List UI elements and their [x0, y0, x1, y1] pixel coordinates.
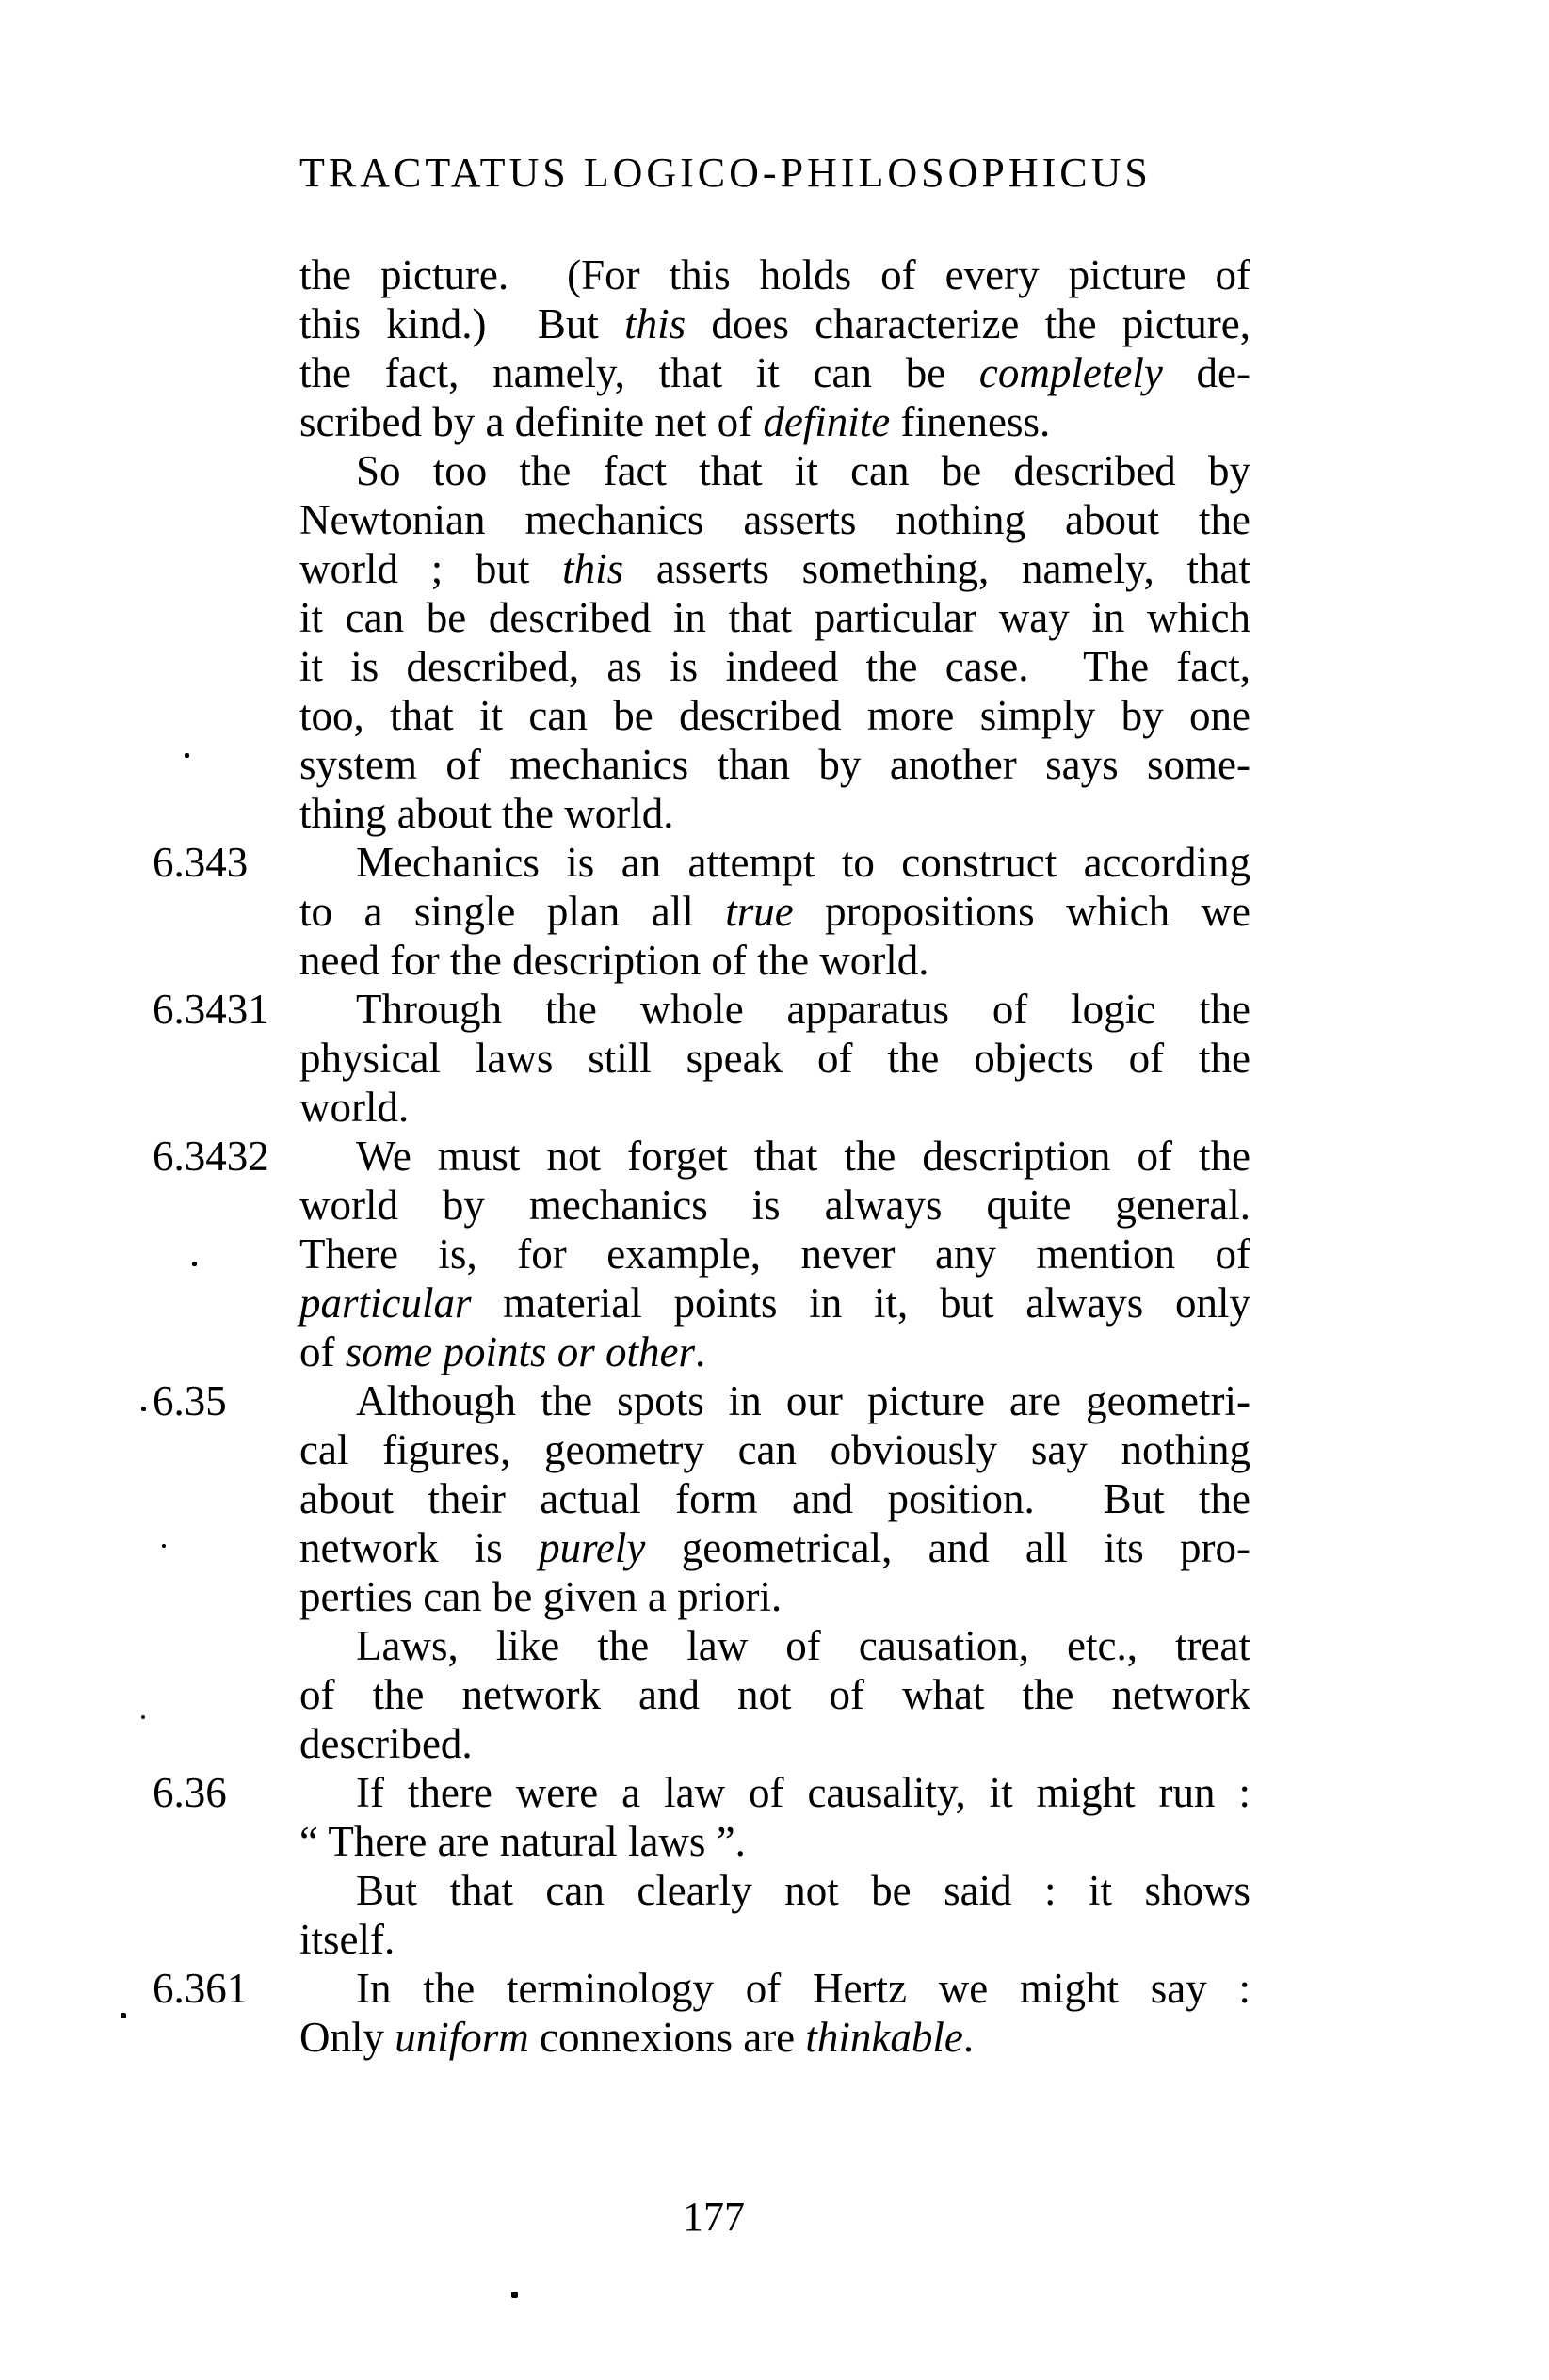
scan-speck [141, 1715, 145, 1719]
text-line: Although the spots in our picture are geometri- [356, 1377, 1250, 1424]
text-line: “ There are natural laws ”. [299, 1818, 746, 1865]
text-line: too, that it can be described more simply by one [299, 692, 1250, 739]
text-line: about their actual form and position. But the [299, 1475, 1250, 1522]
text-line: of the network and not of what the network [299, 1671, 1250, 1718]
running-head: TRACTATUS LOGICO-PHILOSOPHICUS [299, 150, 1152, 196]
section [153, 985, 1250, 1132]
scan-speck [192, 1262, 197, 1266]
scan-speck [162, 1544, 166, 1548]
text-line: So too the fact that it can be described by [356, 447, 1250, 494]
text-line: the picture. (For this holds of every picture of [299, 251, 1250, 298]
text-line: need for the description of the world. [299, 937, 929, 984]
scan-speck [511, 2292, 518, 2298]
text-line: of some points or other. [299, 1328, 706, 1375]
page-number: 177 [683, 2194, 745, 2240]
section-number: 6.343 [153, 839, 249, 886]
text-line: world. [299, 1084, 410, 1131]
text-line: In the terminology of Hertz we might say : [356, 1965, 1250, 2012]
text-line: to a single plan all true propositions which we [299, 888, 1251, 935]
text-line: particular material points in it, but always only [299, 1279, 1250, 1327]
text-line: Laws, like the law of causation, etc., treat [356, 1622, 1250, 1669]
text-line: system of mechanics than by another says some- [299, 741, 1250, 788]
section [153, 1376, 1250, 1768]
text-line: it is described, as is indeed the case. The fact, [299, 643, 1250, 690]
text-line: the fact, namely, that it can be completely de- [299, 349, 1250, 396]
section [153, 1768, 1250, 1964]
text-line: Only uniform connexions are thinkable. [299, 2014, 975, 2061]
text-line: scribed by a definite net of definite fineness. [299, 398, 1051, 445]
text-line: thing about the world. [299, 790, 674, 837]
scan-speck [141, 1407, 146, 1411]
text-line: cal figures, geometry can obviously say nothing [299, 1426, 1250, 1473]
section [299, 250, 1250, 838]
section [153, 1964, 1250, 2062]
text-line: world by mechanics is always quite general. [299, 1182, 1250, 1229]
text-line: Newtonian mechanics asserts nothing about the [299, 496, 1250, 543]
text-block [153, 250, 1251, 2062]
text-line: network is purely geometrical, and all its pro- [299, 1524, 1250, 1571]
section-number: 6.361 [153, 1965, 249, 2012]
section [153, 1132, 1250, 1376]
text-line: Through the whole apparatus of logic the [356, 986, 1250, 1033]
text-line: itself. [299, 1916, 395, 1963]
section-number: 6.3431 [153, 986, 269, 1033]
text-line: it can be described in that particular way in which [299, 594, 1250, 641]
section-number: 6.35 [153, 1377, 227, 1424]
section [153, 838, 1251, 985]
section-number: 6.36 [153, 1769, 227, 1816]
text-line: But that can clearly not be said : it shows [356, 1867, 1250, 1914]
text-line: If there were a law of causality, it might run : [356, 1769, 1250, 1816]
text-line: world ; but this asserts something, namely, that [299, 545, 1250, 592]
section-number: 6.3432 [153, 1133, 269, 1180]
text-line: We must not forget that the description of the [356, 1133, 1250, 1180]
text-line: There is, for example, never any mention of [299, 1230, 1250, 1278]
text-line: this kind.) But this does characterize the picture, [299, 300, 1250, 347]
text-line: perties can be given a priori. [299, 1573, 783, 1620]
scan-speck [121, 2013, 126, 2018]
text-line: described. [299, 1720, 473, 1767]
text-line: Mechanics is an attempt to construct according [356, 839, 1250, 886]
text-line: physical laws still speak of the objects of the [299, 1035, 1250, 1082]
scan-speck [185, 753, 189, 758]
